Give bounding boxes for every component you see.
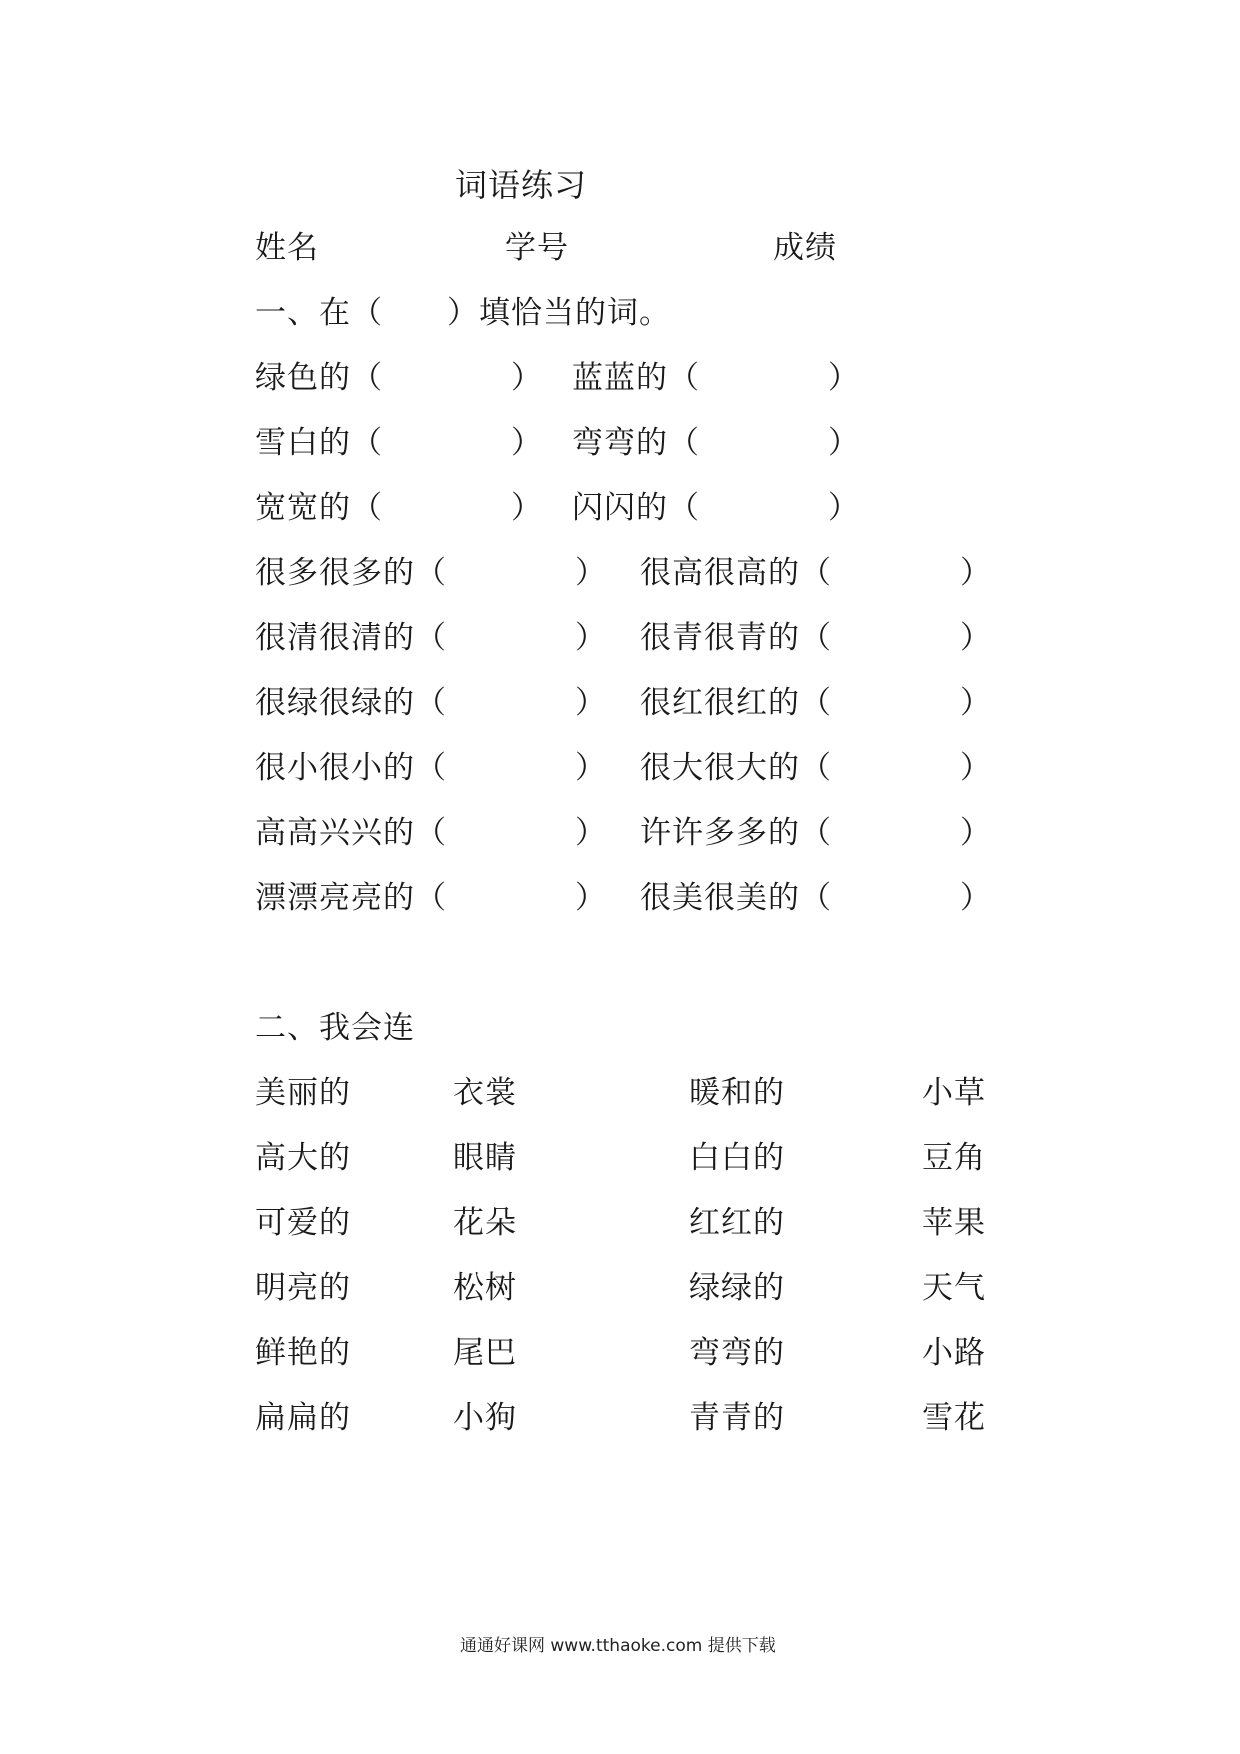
match-word: 眼睛 [453,1140,517,1176]
match-word: 衣裳 [453,1075,517,1111]
fill-item: 许许多多的（ ） [640,815,992,851]
match-word: 松树 [453,1270,517,1306]
fill-item: 很青很青的（ ） [640,620,992,656]
fill-item: 很清很清的（ ） [255,620,607,656]
page-footer: 通通好课网 www.tthaoke.com 提供下载 [460,1636,776,1656]
match-word: 美丽的 [255,1075,351,1111]
fill-item: 很小很小的（ ） [255,750,607,786]
fill-item: 绿色的（ ） [255,360,543,396]
fill-item: 弯弯的（ ） [572,425,860,461]
match-word: 苹果 [922,1205,986,1241]
fill-item: 很绿很绿的（ ） [255,685,607,721]
match-word: 花朵 [453,1205,517,1241]
match-word: 天气 [922,1270,986,1306]
student-number-label: 学号 [505,230,569,266]
match-word: 高大的 [255,1140,351,1176]
match-word: 可爱的 [255,1205,351,1241]
fill-item: 很红很红的（ ） [640,685,992,721]
fill-item: 雪白的（ ） [255,425,543,461]
match-word: 青青的 [689,1400,785,1436]
fill-item: 宽宽的（ ） [255,490,543,526]
match-word: 尾巴 [453,1335,517,1371]
match-word: 雪花 [922,1400,986,1436]
match-word: 弯弯的 [689,1335,785,1371]
fill-item: 闪闪的（ ） [572,490,860,526]
match-word: 小路 [922,1335,986,1371]
fill-item: 很美很美的（ ） [640,880,992,916]
page-title: 词语练习 [455,166,588,204]
section2-heading: 二、我会连 [255,1010,415,1046]
match-word: 红红的 [689,1205,785,1241]
match-word: 小狗 [453,1400,517,1436]
match-word: 豆角 [922,1140,986,1176]
match-word: 小草 [922,1075,986,1111]
match-word: 扁扁的 [255,1400,351,1436]
fill-item: 很高很高的（ ） [640,555,992,591]
match-word: 暖和的 [689,1075,785,1111]
score-label: 成绩 [773,230,837,266]
fill-item: 很多很多的（ ） [255,555,607,591]
match-word: 白白的 [689,1140,785,1176]
fill-item: 很大很大的（ ） [640,750,992,786]
section1-heading: 一、在（ ）填恰当的词。 [255,295,671,331]
fill-item: 蓝蓝的（ ） [572,360,860,396]
match-word: 绿绿的 [689,1270,785,1306]
fill-item: 高高兴兴的（ ） [255,815,607,851]
fill-item: 漂漂亮亮的（ ） [255,880,607,916]
match-word: 鲜艳的 [255,1335,351,1371]
name-label: 姓名 [255,230,319,266]
match-word: 明亮的 [255,1270,351,1306]
